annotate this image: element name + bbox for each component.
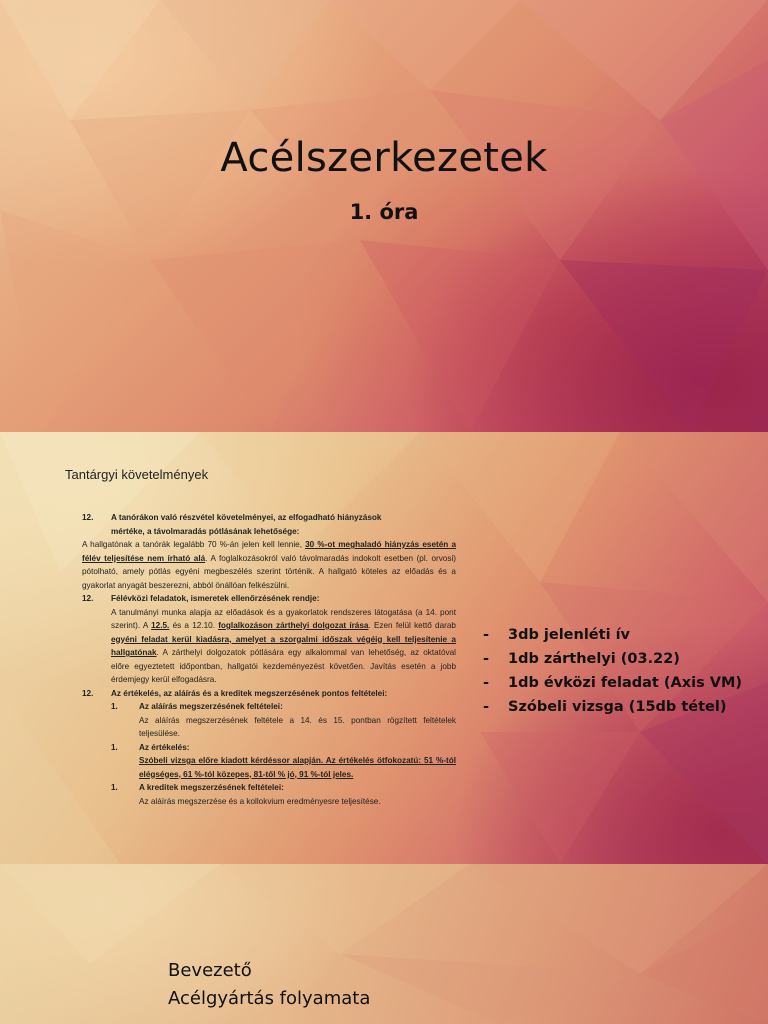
reference: 12.5. — [151, 621, 170, 630]
paragraph: Az aláírás megszerzésének feltétele a 14. és 15. pontban rögzített feltételek teljesülése. — [139, 715, 456, 738]
bullet-dash: - — [483, 627, 490, 643]
subsection-evaluation — [82, 741, 456, 755]
emphasis: foglalkozáson zárthelyi dolgozat írása — [218, 621, 369, 630]
list-item — [483, 695, 742, 719]
text: . A foglalkozásokról való távolmaradás indokolt esetben (pl. orvosi) pótolható, amely pótlás egyéni megbeszélés szerint történik. A hallgató köteles az előadás és a gyakorlat anyagát beszerezni, abból önállóan felkészülni. — [82, 553, 457, 590]
section-heading: Tantárgyi követelmények — [65, 467, 209, 482]
subsection-title: Az értékelés: — [139, 742, 190, 752]
bullet-dash: - — [483, 651, 490, 667]
requirements-summary-list — [483, 623, 742, 719]
emphasis: 30 %-ot meghaladó hiányzás esetén a félév teljesítése nem írható alá — [82, 540, 457, 563]
topic-steelmaking: Acélgyártás folyamata — [168, 988, 371, 1009]
subsection-number: 1. — [111, 702, 118, 711]
slide-requirements — [0, 432, 768, 864]
topic-introduction: Bevezető — [168, 960, 252, 981]
subsection-title: Az aláírás megszerzésének feltételei: — [139, 702, 283, 711]
bullet-dash: - — [483, 699, 490, 715]
paragraph — [82, 606, 456, 687]
section-12a — [82, 511, 456, 525]
section-title-cont: mértéke, a távolmaradás pótlásának lehetősége: — [111, 526, 300, 536]
slide-subtitle: 1. óra — [349, 200, 419, 224]
subsection-signature — [82, 700, 456, 714]
topic-list — [168, 957, 370, 1013]
slide-title — [0, 0, 768, 432]
polygon-background — [0, 864, 768, 1024]
requirements-document — [82, 511, 456, 808]
section-number: 12. — [82, 688, 94, 698]
list-item-text: Szóbeli vizsga (15db tétel) — [508, 699, 727, 715]
list-item-text: 1db évközi feladat (Axis VM) — [508, 675, 743, 691]
list-item — [483, 647, 742, 671]
section-12c — [82, 687, 456, 701]
subsection-title: A kreditek megszerzésének feltételei: — [139, 783, 284, 792]
section-12b — [82, 592, 456, 606]
text: . Ezen felül kettő darab — [368, 621, 456, 630]
slide-introduction — [0, 864, 768, 1024]
list-item-text: 1db zárthelyi (03.22) — [508, 651, 680, 667]
subsection-number: 1. — [111, 783, 118, 792]
text: és a 12.10. — [169, 621, 219, 630]
slide-title-text: Acélszerkezetek — [220, 135, 548, 181]
section-title: Félévközi feladatok, ismeretek ellenőrzésének rendje: — [111, 594, 320, 603]
subsection-number: 1. — [111, 742, 118, 752]
section-title: A tanórákon való részvétel követelményei, az elfogadható hiányzások — [111, 513, 382, 522]
section-title: Az értékelés, az aláírás és a kreditek megszerzésének pontos feltételei: — [111, 688, 388, 698]
section-number: 12. — [82, 513, 94, 522]
list-item — [483, 623, 742, 647]
bullet-dash: - — [483, 675, 490, 691]
paragraph — [82, 538, 456, 592]
paragraph: Az aláírás megszerzése és a kollokvium eredményesre teljesítése. — [139, 796, 381, 806]
text: . A zárthelyi dolgozatok pótlására egy alkalommal van lehetőség, az oktatóval előre egyeztetett időpontban, hallgatói kezdeményezést követően. Javítás esetén a jobb érdemjegy kerül elfogadásra. — [111, 648, 456, 684]
paragraph: Szóbeli vizsga előre kiadott kérdéssor alapján. Az értékelés ötfokozatú: 51 %-tól elégséges, 61 %-tól közepes, 81-től % jó, 91 %-tól jeles. — [139, 756, 456, 779]
emphasis: egyéni feladat kerül kiadásra, amelyet a szorgalmi időszak végéig kell teljesítenie a hallgatónak — [111, 634, 456, 657]
text: A hallgatónak a tanórák legalább 70 %-án jelen kell lennie, — [82, 540, 306, 549]
subsection-credits — [82, 781, 456, 795]
list-item — [483, 671, 742, 695]
section-number: 12. — [82, 594, 94, 603]
list-item-text: 3db jelenléti ív — [508, 627, 631, 643]
text: A tanulmányi munka alapja az előadások és a gyakorlatok rendszeres látogatása (a 14. pont szerint). A — [111, 607, 456, 630]
